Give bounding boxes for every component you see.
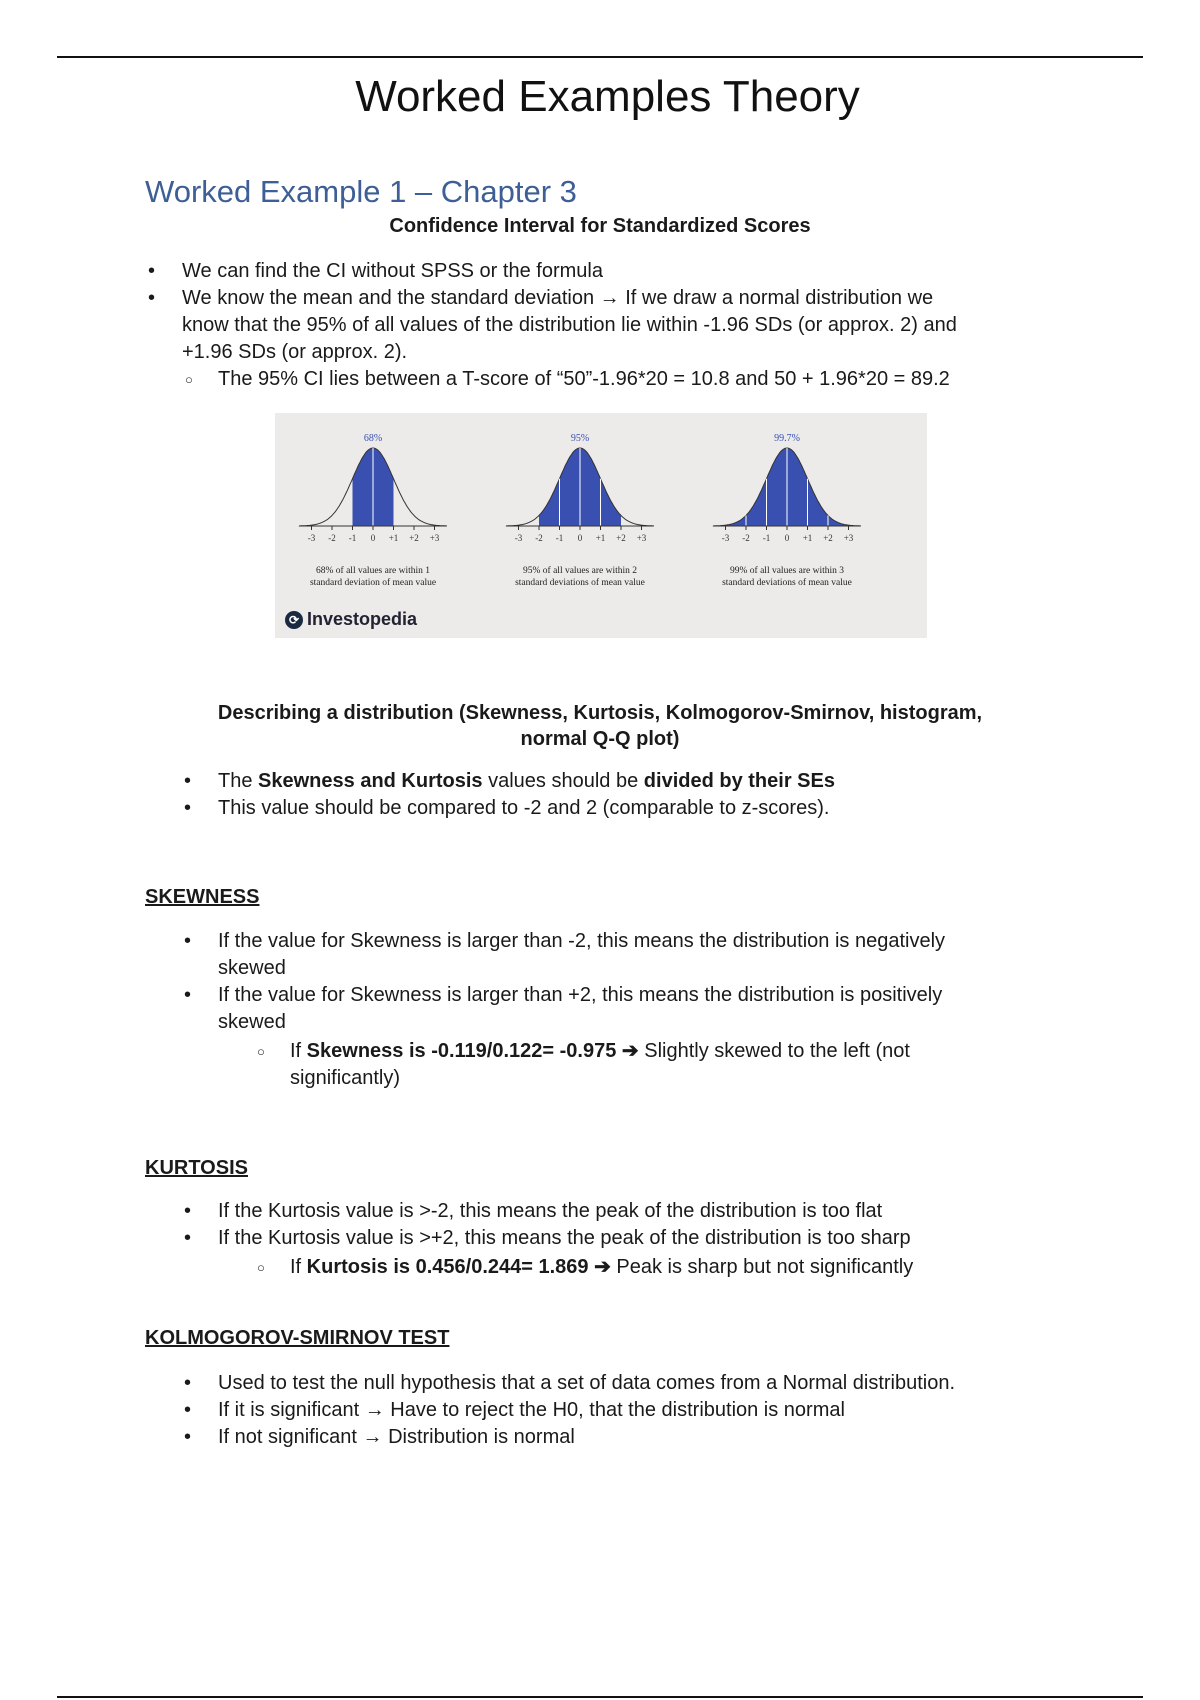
tick-label: 0	[784, 533, 790, 543]
investopedia-brand	[285, 609, 417, 630]
list-item-continuation: skewed	[218, 957, 286, 979]
bold-text: Skewness and Kurtosis	[258, 770, 483, 792]
list-item-continuation: know that the 95% of all values of the distribution lie within -1.96 SDs (or approx. 2) and	[182, 314, 957, 336]
bottom-rule	[57, 1696, 1143, 1698]
list-item	[218, 768, 1098, 795]
text: values should be	[482, 770, 644, 792]
skewness-heading: SKEWNESS	[145, 886, 260, 908]
list-item-continuation: skewed	[218, 1011, 286, 1033]
tick-label: -1	[762, 533, 771, 543]
list-item: • This value should be compared to -2 and 2 (comparable to z-scores).	[218, 795, 1098, 822]
text: Slightly skewed to the left (not	[644, 1040, 910, 1062]
tick-label: -1	[555, 533, 564, 543]
tick-label: -2	[535, 533, 543, 543]
bold-text: Skewness is -0.119/0.122= -0.975	[306, 1040, 617, 1062]
tick-label: -2	[742, 533, 750, 543]
list-item-continuation: +1.96 SDs (or approx. 2).	[182, 341, 408, 363]
list-item	[290, 1038, 1110, 1065]
arrow-icon: ➔	[616, 1040, 645, 1062]
document-title: Worked Examples Theory	[355, 72, 860, 121]
ks-bullet-list	[218, 1370, 1098, 1451]
text: Peak is sharp but not significantly	[616, 1256, 914, 1278]
tick-label: -1	[348, 533, 357, 543]
brand-label: Investopedia	[307, 609, 418, 629]
ci-sub-list	[218, 366, 1098, 393]
tick-label: -2	[328, 533, 336, 543]
arrow-icon: ➔	[588, 1256, 617, 1278]
list-item: • If the Kurtosis value is >-2, this means the peak of the distribution is too flat	[218, 1198, 1098, 1225]
tick-label: +2	[616, 533, 626, 543]
section-subtitle: Confidence Interval for Standardized Scores	[389, 215, 811, 237]
caption-line: 68% of all values are within 1	[316, 566, 430, 576]
tick-label: 0	[577, 533, 583, 543]
caption-line: standard deviation of mean value	[309, 578, 437, 588]
caption-line: standard deviations of mean value	[515, 578, 645, 588]
kurtosis-heading: KURTOSIS	[145, 1157, 248, 1179]
percent-label: 95%	[570, 433, 590, 444]
kurtosis-sub-list	[290, 1254, 1110, 1281]
text: The	[218, 770, 259, 792]
skewness-sub-list	[290, 1038, 1110, 1092]
list-item: • We can find the CI without SPSS or the formula	[182, 258, 1062, 285]
tick-label: +1	[388, 533, 399, 543]
heading-line: Describing a distribution (Skewness, Kurtosis, Kolmogorov-Smirnov, histogram,	[217, 702, 983, 724]
top-rule	[57, 56, 1143, 58]
list-item: • If the Kurtosis value is >+2, this means the peak of the distribution is too sharp	[218, 1225, 1098, 1252]
tick-label: +3	[636, 533, 647, 543]
caption-line: 99% of all values are within 3	[730, 566, 844, 576]
tick-label: +3	[843, 533, 854, 543]
tick-label: +1	[595, 533, 606, 543]
tick-label: -3	[721, 533, 730, 543]
normal-distribution-svg	[275, 413, 927, 638]
ci-bullet-list	[182, 258, 1062, 366]
list-item: • We know the mean and the standard deviation → If we draw a normal distribution we	[182, 285, 1062, 312]
section-heading-worked-example-1: Worked Example 1 – Chapter 3	[145, 174, 577, 209]
kolmogorov-smirnov-heading: KOLMOGOROV-SMIRNOV TEST	[145, 1327, 450, 1349]
describing-distribution-heading	[150, 700, 1050, 752]
bold-text: divided by their SEs	[643, 770, 835, 792]
describing-bullet-list	[218, 768, 1098, 822]
tick-label: 0	[370, 533, 376, 543]
list-item: • If the value for Skewness is larger than +2, this means the distribution is positively	[218, 982, 1098, 1009]
tick-label: +2	[823, 533, 833, 543]
tick-label: +3	[429, 533, 440, 543]
percent-label: 99.7%	[774, 433, 800, 444]
list-item: • Used to test the null hypothesis that a set of data comes from a Normal distribution.	[218, 1370, 1098, 1397]
list-item	[290, 1254, 1110, 1281]
investopedia-logo-icon: ⟳	[285, 611, 303, 629]
percent-label: 68%	[363, 433, 383, 444]
text: If	[290, 1040, 307, 1062]
list-item: • If the value for Skewness is larger than -2, this means the distribution is negatively	[218, 928, 1098, 955]
list-item: • If it is significant → Have to reject the H0, that the distribution is normal	[218, 1397, 1098, 1424]
caption-line: standard deviations of mean value	[722, 578, 852, 588]
caption-line: 95% of all values are within 2	[523, 566, 637, 576]
tick-label: +2	[409, 533, 419, 543]
normal-distribution-figure	[275, 413, 927, 638]
tick-label: -3	[307, 533, 316, 543]
list-item-continuation: significantly)	[290, 1067, 401, 1089]
heading-line: normal Q-Q plot)	[520, 728, 680, 750]
skewness-bullet-list	[218, 928, 1098, 1036]
list-item: ○ The 95% CI lies between a T-score of “50”-1.96*20 = 10.8 and 50 + 1.96*20 = 89.2	[218, 366, 1098, 393]
kurtosis-bullet-list	[218, 1198, 1098, 1252]
tick-label: -3	[514, 533, 523, 543]
list-item: • If not significant → Distribution is normal	[218, 1424, 1098, 1451]
tick-label: +1	[802, 533, 813, 543]
bold-text: Kurtosis is 0.456/0.244= 1.869	[306, 1256, 589, 1278]
text: If	[290, 1256, 307, 1278]
